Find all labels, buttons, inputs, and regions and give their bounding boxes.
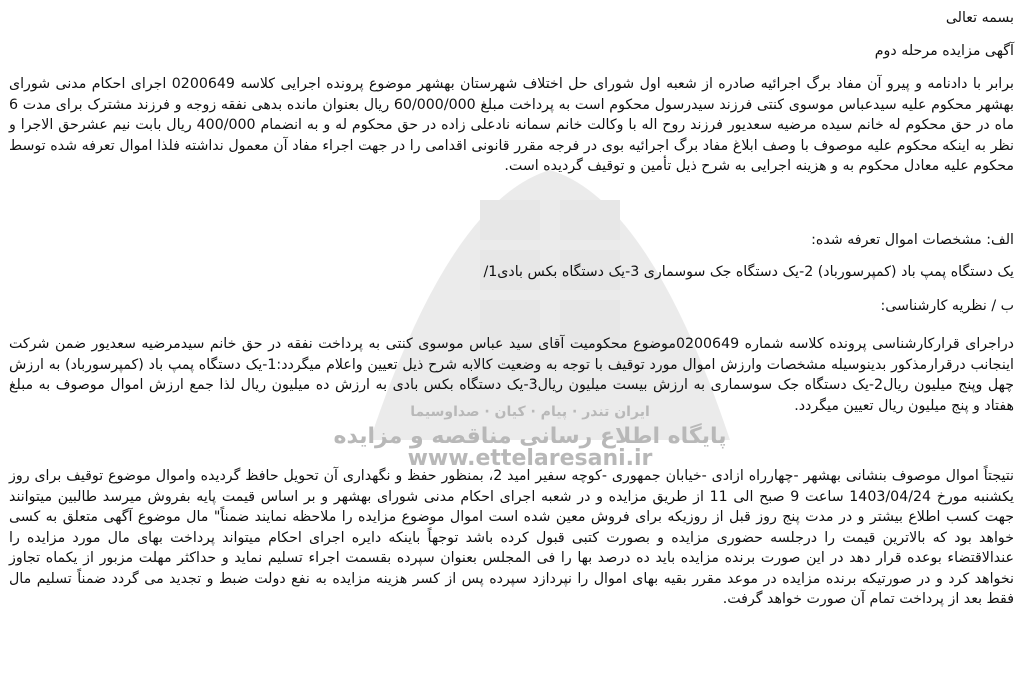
watermark-title: پایگاه اطلاع رسانی مناقصه و مزایده xyxy=(333,424,727,449)
section-b-heading: ب / نظریه کارشناسی: xyxy=(880,298,1014,314)
section-b-paragraph: دراجرای قرارکارشناسی پرونده کلاسه شماره 0200649موضوع محکومیت آقای سید عباس موسوی کنتی به پرداخت نفقه در حق خانم سیدمرضیه سعدیور ضمن شرکت اینجانب درقرارمذکور بدینوسیله مشخصات وارزش اموال مورد توقیف با توجه به وضعیت کالابه شرح ذیل تعیین واعلام میگردد:1-یک دستگاه پمپ باد (کمپرسورباد) به ارزش چهل وپنج میلیون ریال2-یک دستگاه جک سوسماری به ارزش بیست میلیون ریال3-یک دستگاه بکس بادی به ارزش ده میلیون ریال لذا جمع ارزش اموال موصوف به مبلغ هفتاد و پنج میلیون ریال تعیین میگردد. xyxy=(9,336,1014,414)
page-title: آگهی مزایده مرحله دوم xyxy=(874,43,1014,59)
section-a-items: یک دستگاه پمپ باد (کمپرسورباد) 2-یک دستگاه جک سوسماری 3-یک دستگاه بکس بادی1/ xyxy=(483,264,1014,280)
watermark-logo-icon xyxy=(330,140,770,500)
intro-paragraph: برابر با دادنامه و پیرو آن مفاد برگ اجرائیه صادره از شعبه اول شورای حل اختلاف شهرستان بهشهر موضوع پرونده اجرایی کلاسه 0200649 اجرای احکام مدنی شورای بهشهر محکوم علیه سیدعباس موسوی کنتی فرزند سیدرسول محکوم است به پرداخت مبلغ 60/000/000 ریال بعنوان مانده بدهی نفقه زوجه و فرزند مشترک برای مدت 6 ماه در حق محکوم له خانم سیده مرضیه سعدیور فرزند روح اله با وکالت خانم سمانه نادعلی زاده در حق محکوم له و به انضمام 400/000 ریال بابت نیم عشرحق الاجرا و نظر به اینکه محکوم علیه موصوف با وصف ابلاغ مفاد برگ اجرائیه بوی در فرجه مقرر قانونی اقدامی را در جهت اجراء مفاد آن معمول نداشته فلذا اموال تعرفه شده توسط محکوم علیه معادل محکوم به و هزینه اجرایی به شرح ذیل تأمین و توقیف گردیده است. xyxy=(9,76,1014,174)
watermark-names: ایران تندر · پیام · کیان · صداوسیما xyxy=(410,404,650,420)
watermark-url: www.ettelaresani.ir xyxy=(407,446,653,471)
conclusion-paragraph: نتیجتاً اموال موصوف بنشانی بهشهر -چهارراه ازادی -خیابان جمهوری -کوچه سفیر امید 2، بمنظور حفظ و نگهداری آن تحویل حافظ گردیده واموال موضوع توقیف برای روز یکشنبه مورخ 1403/04/24 ساعت 9 صبح الی 11 از طریق مزایده و در شعبه اجرای احکام مدنی شورای بهشهر و بر اساس قیمت پایه بفروش میرسد طالبین میتوانند جهت کسب اطلاع بیشتر و در مدت پنج روز قبل از روزیکه برای فروش معین شده است اموال موضوع مزایده را ملاحظه نمایند ضمناً" مال موضوع آگهی متعلق به کسی خواهد بود که بالاترین قیمت را درجلسه حضوری مزایده و بصورت کتبی قبول کرده باشد توجهاً باینکه دایره اجرای احکام میتواند پرداخت بهای مال مورد مزایده را عندالاقتضاء بوعده قرار دهد در این صورت برنده مزایده باید ده درصد بها را فی المجلس بعنوان سپرده بقسمت اجراء تسلیم نماید و حداکثر مهلت مزبور از یکماه تجاوز نخواهد کرد و در صورتیکه برنده مزایده در موعد مقرر بقیه بهای اموال را نپردازد سپرده پس از کسر هزینه مزایده به نفع دولت ضبط و تجدید می گردد ضمناً تسلیم مال فقط بعد از پرداخت تمام آن صورت خواهد گرفت. xyxy=(9,468,1014,607)
watermark-block-1 xyxy=(480,200,540,240)
watermark-block-2 xyxy=(560,200,620,240)
bismillah-heading: بسمه تعالی xyxy=(945,10,1014,26)
section-a-heading: الف: مشخصات اموال تعرفه شده: xyxy=(811,232,1014,248)
